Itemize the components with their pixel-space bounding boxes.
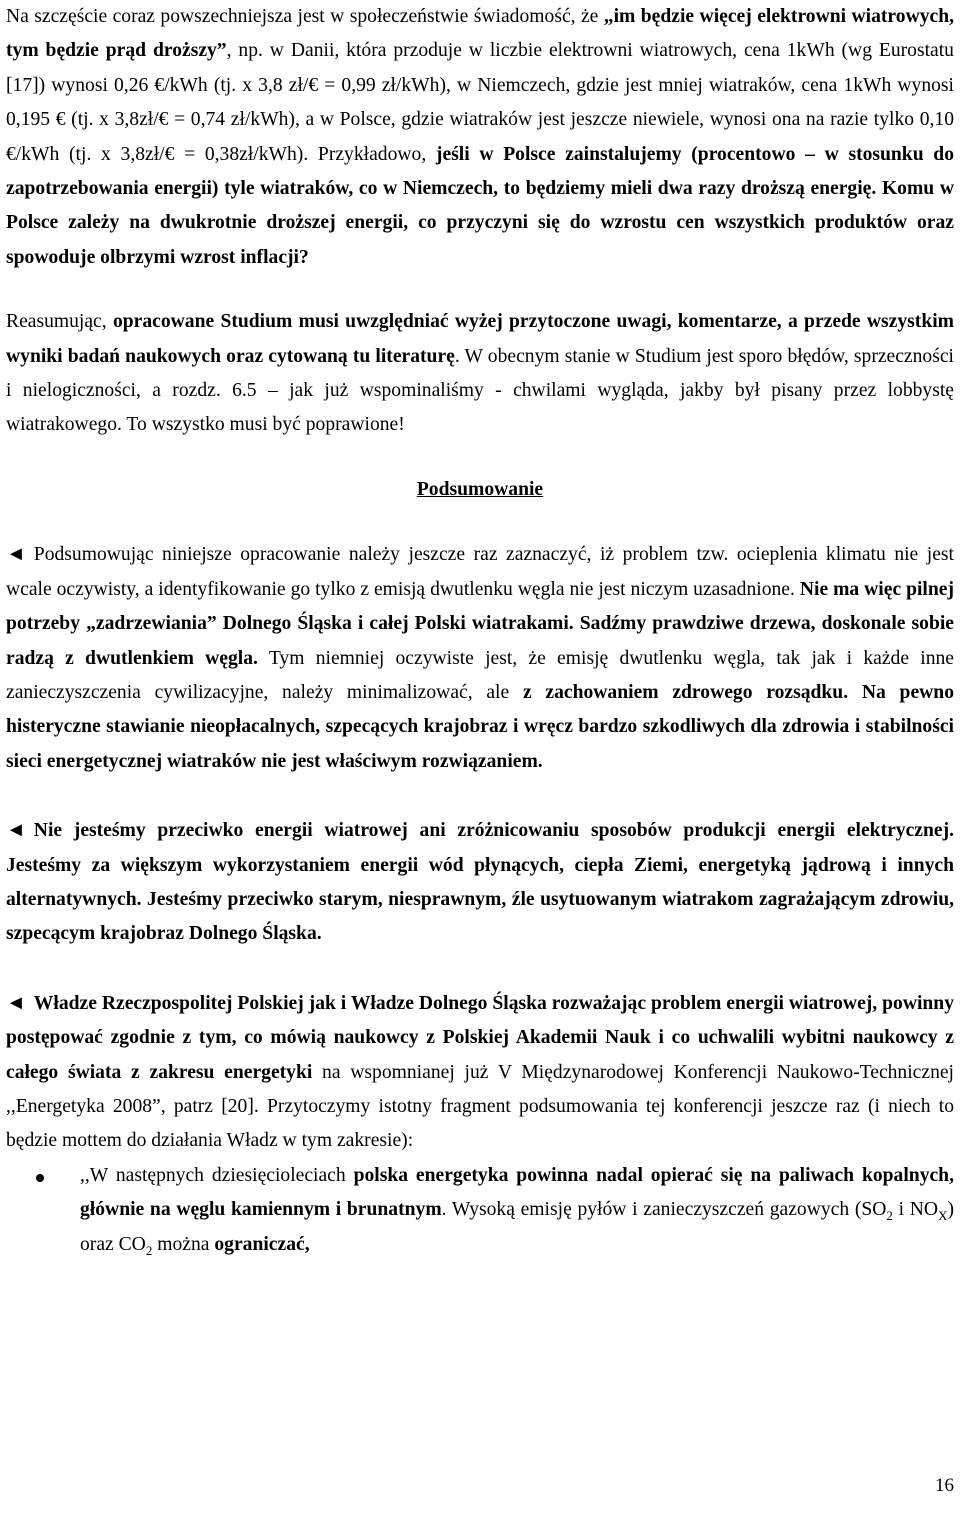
spacer	[6, 952, 954, 986]
text-run: i NO	[892, 1199, 939, 1221]
list-item-text	[80, 1164, 954, 1258]
spacer	[6, 443, 954, 473]
text-run: Podsumowując niniejsze opracowanie należy jeszcze raz zaznaczyć, iż problem tzw. ocieplenia klimatu nie jest wcale oczywisty, a identyfikowanie go tylko z emisją dwutlenku węgla nie jest niczym uzasadnione.	[6, 544, 954, 600]
text-run: Na szczęście coraz powszechniejsza jest w społeczeństwie świadomość, że	[6, 6, 604, 27]
text-run: na wspomnianej już V Międzynarodowej Konferencji Naukowo-Technicznej ,,Energetyka 2008”, patrz [20]. Przytoczymy istotny fragment podsumowania tej konferencji jeszcze raz (i niech to będzie mottem do działania Władz w tym zakresie):	[6, 1061, 955, 1152]
paragraph-position-wind-text	[6, 820, 954, 944]
paragraph-conclusion-climate-text	[6, 544, 954, 771]
left-triangle-icon: ◄	[6, 543, 26, 566]
text-run: Komu w Polsce zależy na dwukrotnie droższej energii, co przyczyni się do wzrostu cen wszystkich produktów oraz spowoduje olbrzymi wzrost inflacji?	[6, 178, 954, 268]
paragraph-energy-prices	[6, 0, 954, 275]
list-item	[6, 1159, 954, 1262]
left-triangle-icon: ◄	[6, 991, 26, 1014]
text-run: 2	[886, 1208, 893, 1224]
text-run: . W obecnym stanie w Studium jest sporo błędów, sprzeczności i nielogiczności, a rozdz. 6.5 – jak już wspominaliśmy - chwilami wygląda, jakby był pisany przez lobbystę wiatrakowego. To wszystko musi być poprawione!	[6, 345, 954, 436]
text-run: Na pewno histeryczne stawianie nieopłacalnych, szpecących krajobraz i wręcz bardzo szkodliwych dla zdrowia i stabilności sieci energetycznej wiatraków nie jest właściwym rozwiązaniem.	[6, 681, 954, 772]
text-run: z zachowaniem zdrowego rozsądku.	[522, 681, 849, 703]
text-run: polska energetyka powinna nadal opierać się na paliwach kopalnych, głównie na węglu kamiennym i brunatnym	[80, 1164, 954, 1221]
paragraph-authorities	[6, 986, 954, 1159]
text-run: . Wysoką emisję pyłów i zanieczyszczeń gazowych (SO	[441, 1199, 887, 1221]
spacer	[6, 275, 954, 305]
text-run: „im będzie więcej elektrowni wiatrowych, tym będzie prąd droższy”	[6, 6, 955, 62]
spacer	[6, 779, 954, 813]
text-run: opracowane Studium musi uwzględniać wyżej przytoczone uwagi, komentarze, a przede wszystkim wyniki badań naukowych oraz cytowaną tu literaturę	[6, 311, 954, 367]
text-run	[848, 682, 862, 703]
bullet-dot-icon	[36, 1174, 44, 1182]
text-run: , np. w Danii, która przoduje w liczbie elektrowni wiatrowych, cena 1kWh (wg Eurostatu [17]) wynosi 0,26 €/kWh (tj. x 3,8 zł/€ = 0,99 zł/kWh), w Niemczech, gdzie jest mniej wiatraków, cena 1kWh wynosi 0,195 € (tj. x 3,8zł/€ = 0,74 zł/kWh), a w Polsce, gdzie wiatraków jest jeszcze niewiele, wynosi ona na razie tylko 0,10 €/kWh (tj. x 3,8zł/€ = 0,38zł/kWh). Przykładowo,	[6, 40, 954, 165]
text-run: jeśli w Polsce zainstalujemy (procentowo – w stosunku do zapotrzebowania energii) tyle wiatraków, co w Niemczech, to będziemy mieli dwa razy droższą energię.	[6, 143, 954, 200]
text-run: ) oraz CO	[80, 1199, 954, 1255]
text-run: ,,W następnych dziesięcioleciach	[80, 1164, 354, 1186]
page-number: 16	[935, 1474, 954, 1496]
left-triangle-icon: ◄	[6, 819, 26, 842]
paragraph-position-wind	[6, 813, 954, 952]
text-run: Nie ma więc pilnej potrzeby „zadrzewiania” Dolnego Śląska i całej Polski wiatrakami. Sadźmy prawdziwe drzewa, doskonale sobie radzą z dwutlenkiem węgla.	[6, 578, 954, 669]
paragraph-authorities-text	[6, 993, 954, 1152]
text-run: można	[152, 1233, 215, 1255]
text-run: 2	[145, 1242, 153, 1258]
paragraph-conclusion-climate	[6, 537, 954, 779]
section-heading: Podsumowanie	[416, 478, 544, 500]
text-run: Tym niemniej oczywiste jest, że emisję dwutlenku węgla, tak jak i każde inne zanieczyszczenia cywilizacyjne, należy minimalizować, ale	[6, 647, 954, 703]
spacer	[6, 507, 954, 537]
text-run: X	[938, 1208, 948, 1224]
section-heading-wrap	[6, 473, 954, 507]
text-run: ograniczać,	[214, 1233, 310, 1255]
text-run: Reasumując,	[6, 311, 113, 333]
text-run: Nie jesteśmy przeciwko energii wiatrowej ani zróżnicowaniu sposobów produkcji energii elektrycznej. Jesteśmy za większym wykorzystaniem energii wód płynących, ciepła Ziemi, energetyką jądrową i innych alternatywnych. Jesteśmy przeciwko starym, niesprawnym, źle usytuowanym wiatrakom zagrażającym zdrowiu, szpecącym krajobraz Dolnego Śląska.	[6, 820, 954, 945]
text-run: Władze Rzeczpospolitej Polskiej jak i Władze Dolnego Śląska rozważając problem energii wiatrowej, powinny postępować zgodnie z tym, co mówią naukowcy z Polskiej Akademii Nauk i co uchwalili wybitni naukowcy z całego świata z zakresu energetyki	[6, 992, 954, 1083]
paragraph-summary-study	[6, 305, 954, 443]
quote-list	[6, 1159, 954, 1262]
